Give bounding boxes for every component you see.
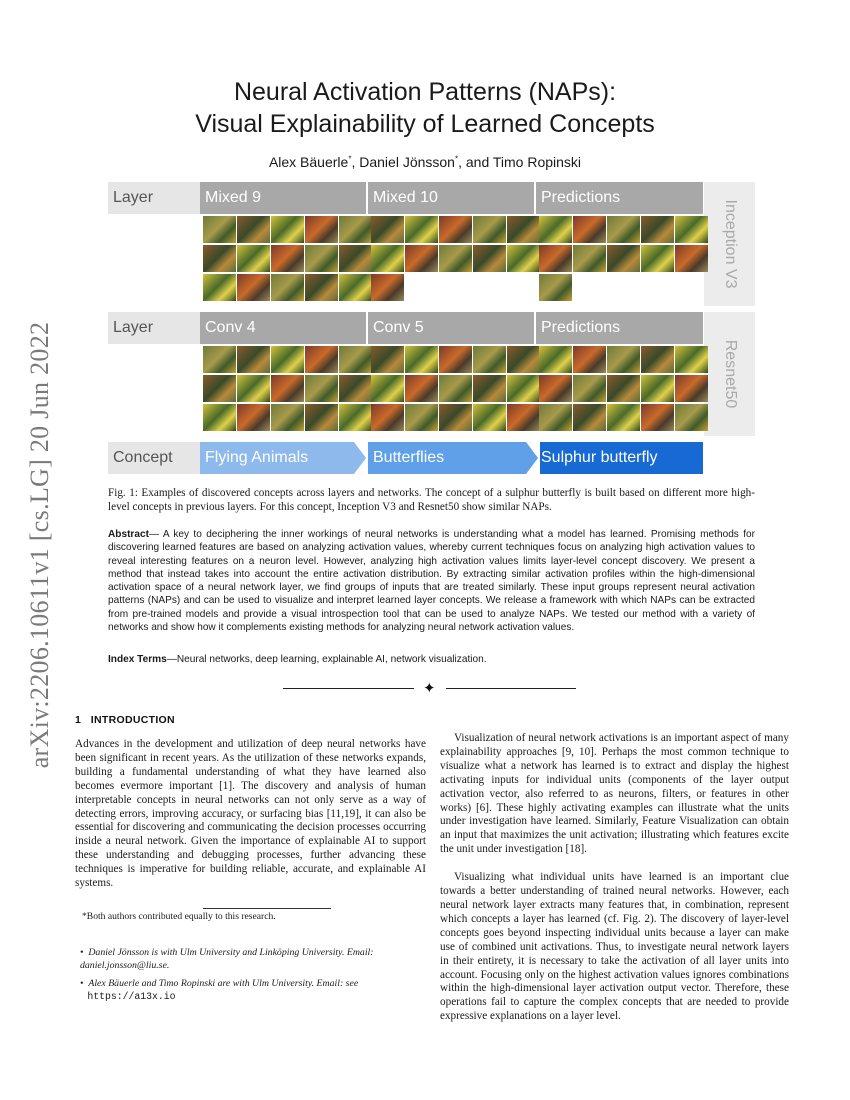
activation-thumbnail [607,375,640,402]
activation-thumbnail [607,216,640,243]
network-label-resnet: Resnet50 [704,312,755,436]
activation-thumbnail [339,346,372,373]
activation-thumbnail [339,404,372,431]
concept-row-label: Concept [108,442,200,474]
affiliation-1: • Daniel Jönsson is with Ulm University and Linköping University. Email: daniel.jonsson@liu.se. [80,947,374,971]
activation-thumbnail [237,216,270,243]
activation-thumbnail [339,245,372,272]
activation-thumbnail [507,216,540,243]
section-number: 1 [75,714,82,726]
activation-thumbnail [203,404,236,431]
layer-row-label: Layer [108,182,200,214]
right-paragraph-2: Visualizing what individual units have learned is an important clue towards a better understanding of trained neural networks. However, each neural network layer extracts many features that, in combination, represent which concepts a layer has learned (cf. Fig. 2). The discovery of layer-level concepts goes beyond inspecting individual units because a layer can make use of combined unit activations. Thus, to investigate neural network layers in their entirety, it is necessary to take the activation of all layer units into account. Focusing only on the highest activation values ignores combinations within the high-dimensional layer activation output vector. Therefore, these operations fail to capture the complex concepts that are needed to provide expressive explanations on a layer level. [440,871,789,1023]
activation-thumbnail [675,404,708,431]
activation-thumbnail [539,346,572,373]
layer-header-predictions: Predictions [536,312,703,344]
activation-thumbnail [271,346,304,373]
author-2: Daniel Jönsson [359,154,455,170]
activation-thumbnail [539,245,572,272]
activation-thumbnail [675,375,708,402]
activation-thumbnail [507,346,540,373]
affiliation-url[interactable]: https://a13x.io [87,991,176,1002]
right-paragraph-1: Visualization of neural network activations is an important aspect of many explainability approaches [9, 10]. Perhaps the most common technique to visualize what a network has learned is to extract and display the highest activating inputs for individual units (components of the layer output activation vector, also referred to as neurons, filters, or features in other works) [6]. These highly activating examples can illustrate what the units under investigation have learned. Similarly, Feature Visualization can obtain an input that maximizes the unit activation; illustrating which features excite the unit under investigation [18]. [440,732,789,856]
activation-thumbnail [641,245,674,272]
section-heading [75,714,175,726]
activation-thumbnail [371,346,404,373]
activation-thumbnail [539,375,572,402]
activation-thumbnail [641,346,674,373]
activation-thumbnail [573,346,606,373]
activation-thumbnail [473,375,506,402]
activation-thumbnail [473,216,506,243]
activation-thumbnail [607,245,640,272]
index-terms [108,654,755,665]
concept-label-flying-animals: Flying Animals [205,449,309,466]
affiliation-2: • Alex Bäuerle and Timo Ropinski are with Ulm University. Email: see https://a13x.io [80,978,359,1002]
activation-thumbnail [237,375,270,402]
activation-thumbnail [607,346,640,373]
activation-thumbnail [271,375,304,402]
footnote: *Both authors contributed equally to this research. [82,911,276,922]
column-left-text: Advances in the development and utilization of deep neural networks have been significant in recent years. As the utilization of these networks expands, building a fundamental understanding of what they have learned also becomes evermore important [1]. The discovery and analysis of human interpretable concepts in neural networks can not only serve as a way of detecting errors, improving accuracy, or surfacing bias [11,19], it can also be essential for discovering and communicating the decision processes occurring inside a neural network. Given the importance of explainable AI to support these understanding and debugging processes, further advancing these techniques is imperative for building reliable, accurate, and explainable AI systems. [75,738,426,890]
activation-thumbnail [405,216,438,243]
activation-thumbnail [439,245,472,272]
separator-diamond-icon: ✦ [423,681,436,697]
activation-thumbnail [539,404,572,431]
activation-thumbnail [371,404,404,431]
activation-thumbnail [473,346,506,373]
activation-thumbnail [439,346,472,373]
activation-thumbnail [675,216,708,243]
activation-thumbnail [641,375,674,402]
figure-caption: Fig. 1: Examples of discovered concepts across layers and networks. The concept of a sulphur butterfly is built based on different more high-level concepts in previous layers. For this concept, Inception V3 and Resnet50 show similar NAPs. [108,487,755,513]
author-3: , and Timo Ropinski [458,154,582,170]
activation-thumbnail [203,245,236,272]
title-line-1: Neural Activation Patterns (NAPs): [233,78,617,106]
activation-thumbnail [675,245,708,272]
activation-thumbnail [237,346,270,373]
activation-thumbnail [607,404,640,431]
activation-thumbnail [371,274,404,301]
activation-thumbnail [371,245,404,272]
abstract [108,528,755,634]
activation-thumbnail [339,274,372,301]
activation-thumbnail [371,375,404,402]
equal-contrib-mark: * [348,154,352,164]
activation-thumbnail [237,245,270,272]
concept-label-sulphur-butterfly: Sulphur butterfly [541,449,658,466]
activation-thumbnail [271,245,304,272]
layer-header-predictions: Predictions [536,182,703,214]
activation-thumbnail [539,216,572,243]
activation-thumbnail [573,375,606,402]
activation-thumbnail [641,216,674,243]
activation-thumbnail [405,245,438,272]
activation-thumbnail [405,346,438,373]
activation-thumbnail [439,375,472,402]
layer-header-conv4: Conv 4 [200,312,366,344]
activation-thumbnail [237,274,270,301]
activation-thumbnail [573,216,606,243]
activation-thumbnail [305,274,338,301]
activation-thumbnail [339,375,372,402]
abstract-label: Abstract [108,529,149,540]
activation-thumbnail [405,404,438,431]
activation-thumbnail [507,245,540,272]
activation-thumbnail [305,216,338,243]
author-1: Alex Bäuerle [268,154,349,170]
activation-thumbnail [573,245,606,272]
layer-row-label: Layer [108,312,200,344]
activation-thumbnail [203,216,236,243]
activation-thumbnail [405,375,438,402]
separator-line-right [446,688,576,689]
layer-header-mixed9: Mixed 9 [200,182,366,214]
activation-thumbnail [305,404,338,431]
activation-thumbnail [203,375,236,402]
index-terms-label: Index Terms [108,654,167,665]
activation-thumbnail [539,274,572,301]
paper-title [0,76,850,140]
abstract-text: — A key to deciphering the inner workings of neural networks is understanding what a model has learned. Promising methods for discovering learned features are based on analyzing activation values, whereby current techniques focus on analyzing high activation values to reveal interesting features on a neuron level. However, analyzing high activation values limits layer-level concept discovery. We present a method that instead takes into account the entire activation distribution. By extracting similar activation profiles within the high-dimensional activation space of a neural network layer, we find groups of inputs that are treated similarly. These input groups represent neural activation patterns (NAPs) and can be used to visualize and interpret learned layer concepts. We release a framework with which NAPs can be extracted from pre-trained models and provide a visual introspection tool that can be used to analyze NAPs. We tested our method with a variety of networks and show how it complements existing methods for analyzing neural network activation values. [108,529,755,634]
activation-thumbnail [473,404,506,431]
index-terms-text: —Neural networks, deep learning, explainable AI, network visualization. [166,654,487,665]
footnote-rule [203,908,331,909]
activation-thumbnail [473,245,506,272]
activation-thumbnail [203,274,236,301]
network-label-inception: Inception V3 [704,182,755,306]
activation-thumbnail [439,404,472,431]
activation-thumbnail [641,404,674,431]
activation-thumbnail [203,346,236,373]
equal-contrib-mark: * [454,154,459,164]
activation-thumbnail [439,216,472,243]
activation-thumbnail [271,216,304,243]
author-list: Alex Bäuerle*, Daniel Jönsson*, and Timo Ropinski [268,154,582,170]
section-title: INTRODUCTION [90,714,175,726]
layer-header-mixed10: Mixed 10 [368,182,534,214]
arxiv-stamp: arXiv:2206.10611v1 [cs.LG] 20 Jun 2022 [25,321,54,769]
layer-header-conv5: Conv 5 [368,312,534,344]
activation-thumbnail [271,274,304,301]
concept-label-butterflies: Butterflies [373,449,445,466]
activation-thumbnail [371,216,404,243]
activation-thumbnail [305,346,338,373]
activation-thumbnail [573,404,606,431]
separator-line-left [283,688,414,689]
activation-thumbnail [339,216,372,243]
activation-thumbnail [237,404,270,431]
activation-thumbnail [507,404,540,431]
column-right-text [440,732,789,1024]
activation-thumbnail [675,346,708,373]
activation-thumbnail [507,375,540,402]
activation-thumbnail [305,375,338,402]
teaser-figure [108,182,755,474]
activation-thumbnail [271,404,304,431]
activation-thumbnail [305,245,338,272]
title-line-2: Visual Explainability of Learned Concepts [195,110,655,138]
